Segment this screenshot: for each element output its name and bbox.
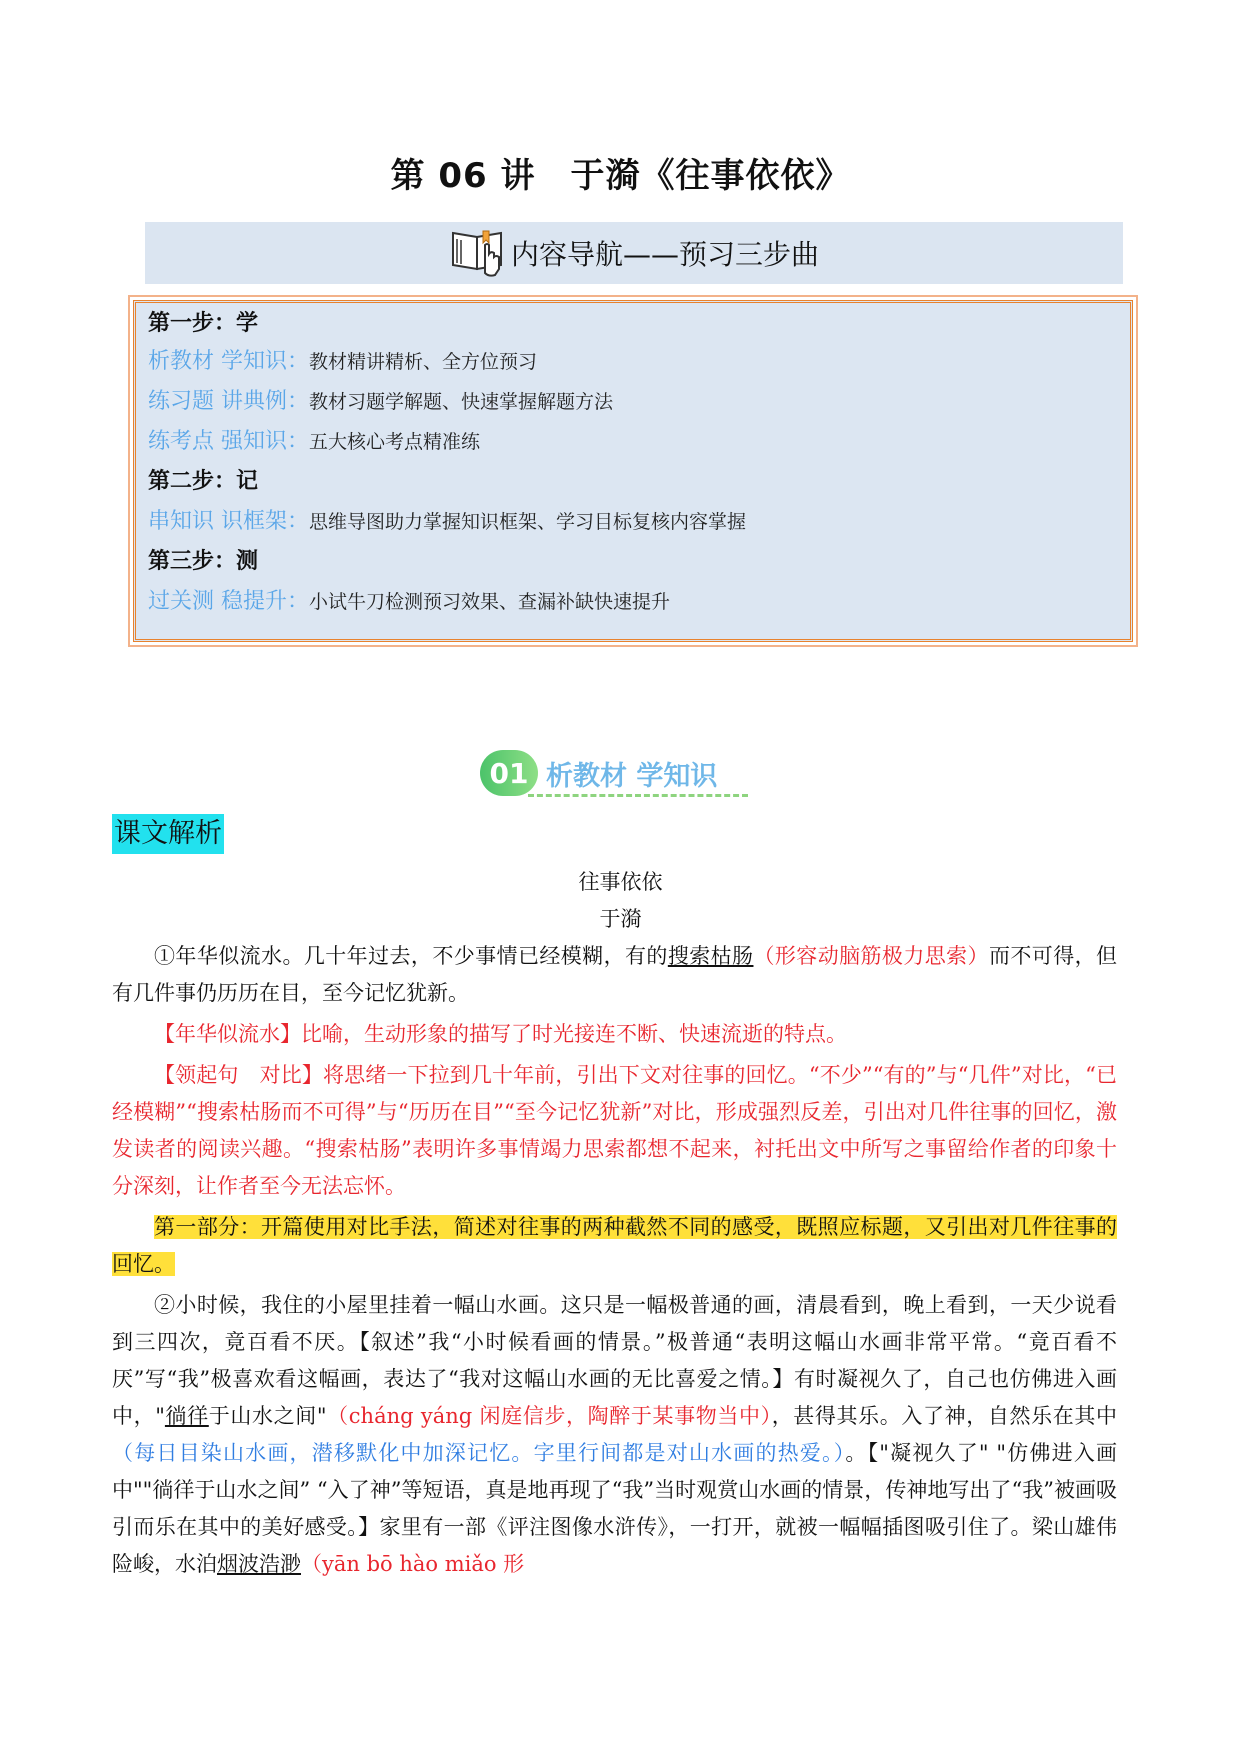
- study-steps-box: [133, 300, 1133, 642]
- gloss-note: （cháng yáng 闲庭信步，陶醉于某事物当中）: [326, 1404, 772, 1428]
- step-item-desc: 教材精讲精析、全方位预习: [309, 351, 538, 373]
- section-badge: [480, 748, 717, 798]
- step3-heading: [148, 543, 258, 581]
- annotation-2: 【领起句 对比】将思绪一下拉到几十年前，引出下文对往事的回忆。“不少”“有的”与“几件”对比，“已经模糊”“搜索枯肠而不可得”与“历历在目”“至今记忆犹新”对比，形成强烈反差，引出对几件往事的回忆，激发读者的阅读兴趣。“搜索枯肠”表明许多事情竭力思索都想不起来，衬托出文中所写之事留给作者的印象十分深刻，让作者至今无法忘怀。: [112, 1063, 1117, 1198]
- step-item-test: [148, 583, 670, 621]
- step-item-desc: 教材习题学解题、快速掌握解题方法: [309, 391, 614, 413]
- paragraph-1: [112, 938, 1117, 1012]
- paragraph-2: [112, 1287, 1117, 1583]
- nav-title: 内容导航——预习三步曲: [510, 238, 819, 271]
- step3-heading-text: 第三步：测: [148, 549, 259, 574]
- comment-note: （每日目染山水画，潜移默化中加深记忆。字里行间都是对山水画的热爱。）: [112, 1441, 846, 1465]
- step-item-framework: [148, 503, 746, 541]
- page-title: 第 06 讲 于漪《往事依依》: [390, 156, 851, 196]
- step-item-desc: 思维导图助力掌握知识框架、学习目标复核内容掌握: [309, 511, 747, 533]
- step-item-key: 练考点 强知识：: [148, 429, 309, 454]
- article-author: 于漪: [599, 907, 642, 931]
- text-run: 。【"凝视久了" "仿佛进入画中""徜徉于山水之间” “入了神”等短语，真是地再现了“我”当时观赏山水画的情景，传神地写出了“我”被画吸引而乐在其中的美好感受。】家里有一部《评注图像水浒传》，一打开，就被一幅幅插图吸引住了。梁山雄伟险峻，水泊: [112, 1441, 1118, 1576]
- keyword-heading: 课文解析: [112, 814, 224, 854]
- gloss-note: （形容动脑筋极力思索）: [753, 944, 989, 968]
- underlined-word: 烟波浩渺: [217, 1552, 301, 1576]
- step1-heading: [148, 305, 258, 343]
- step-item-key: 练习题 讲典例：: [148, 389, 309, 414]
- step-item-exercise: [148, 383, 613, 421]
- article-body: [112, 938, 1117, 1587]
- step1-heading-text: 第一步：学: [148, 311, 259, 336]
- step-item-key: 串知识 识框架：: [148, 509, 309, 534]
- section-number: 01: [480, 750, 538, 796]
- text-run: 于山水之间": [208, 1404, 327, 1428]
- underlined-word: 徜徉: [164, 1404, 209, 1428]
- article-title: 往事依依: [578, 870, 663, 894]
- section-divider: [528, 794, 748, 797]
- summary-paragraph: [112, 1209, 1117, 1283]
- step2-heading-text: 第二步：记: [148, 469, 259, 494]
- annotation-1: 【年华似流水】比喻，生动形象的描写了时光接连不断、快速流逝的特点。: [154, 1022, 847, 1046]
- step-item-desc: 小试牛刀检测预习效果、查漏补缺快速提升: [309, 591, 671, 613]
- step-item-key: 过关测 稳提升：: [148, 589, 309, 614]
- text-run: 而不可得，但有几件事仍历历在目，至今记忆犹新。: [112, 944, 1118, 1005]
- text-run: ，甚得其乐。入了神，自然乐在其中: [771, 1404, 1117, 1428]
- content-nav-banner: [145, 222, 1123, 284]
- step-item-desc: 五大核心考点精准练: [309, 431, 481, 453]
- step2-heading: [148, 463, 258, 501]
- gloss-note: （yān bō hào miǎo 形: [301, 1552, 525, 1576]
- text-run: ②小时候，我住的小屋里挂着一幅山水画。这只是一幅极普通的画，清晨看到，晚上看到，一天少说看到三四次，竟百看不厌。【叙述”我“小时候看画的情景。”极普通“表明这幅山水画非常平常。“竟百看不厌”写“我”极喜欢看这幅画，表达了“我对这幅山水画的无比喜爱之情。】有时凝视久了，自己也仿佛进入画中，": [112, 1293, 1117, 1428]
- text-run: ①年华似流水。几十年过去，不少事情已经模糊，有的: [154, 944, 668, 968]
- step-item-key: 析教材 学知识：: [148, 349, 309, 374]
- highlighted-summary: 第一部分：开篇使用对比手法，简述对往事的两种截然不同的感受，既照应标题，又引出对几件往事的回忆。: [112, 1215, 1117, 1276]
- step-item-analyze: [148, 343, 537, 381]
- section-title: 析教材 学知识: [546, 760, 718, 792]
- underlined-word: 搜索枯肠: [667, 944, 754, 968]
- book-hand-icon: [449, 223, 507, 283]
- step-item-points: [148, 423, 480, 461]
